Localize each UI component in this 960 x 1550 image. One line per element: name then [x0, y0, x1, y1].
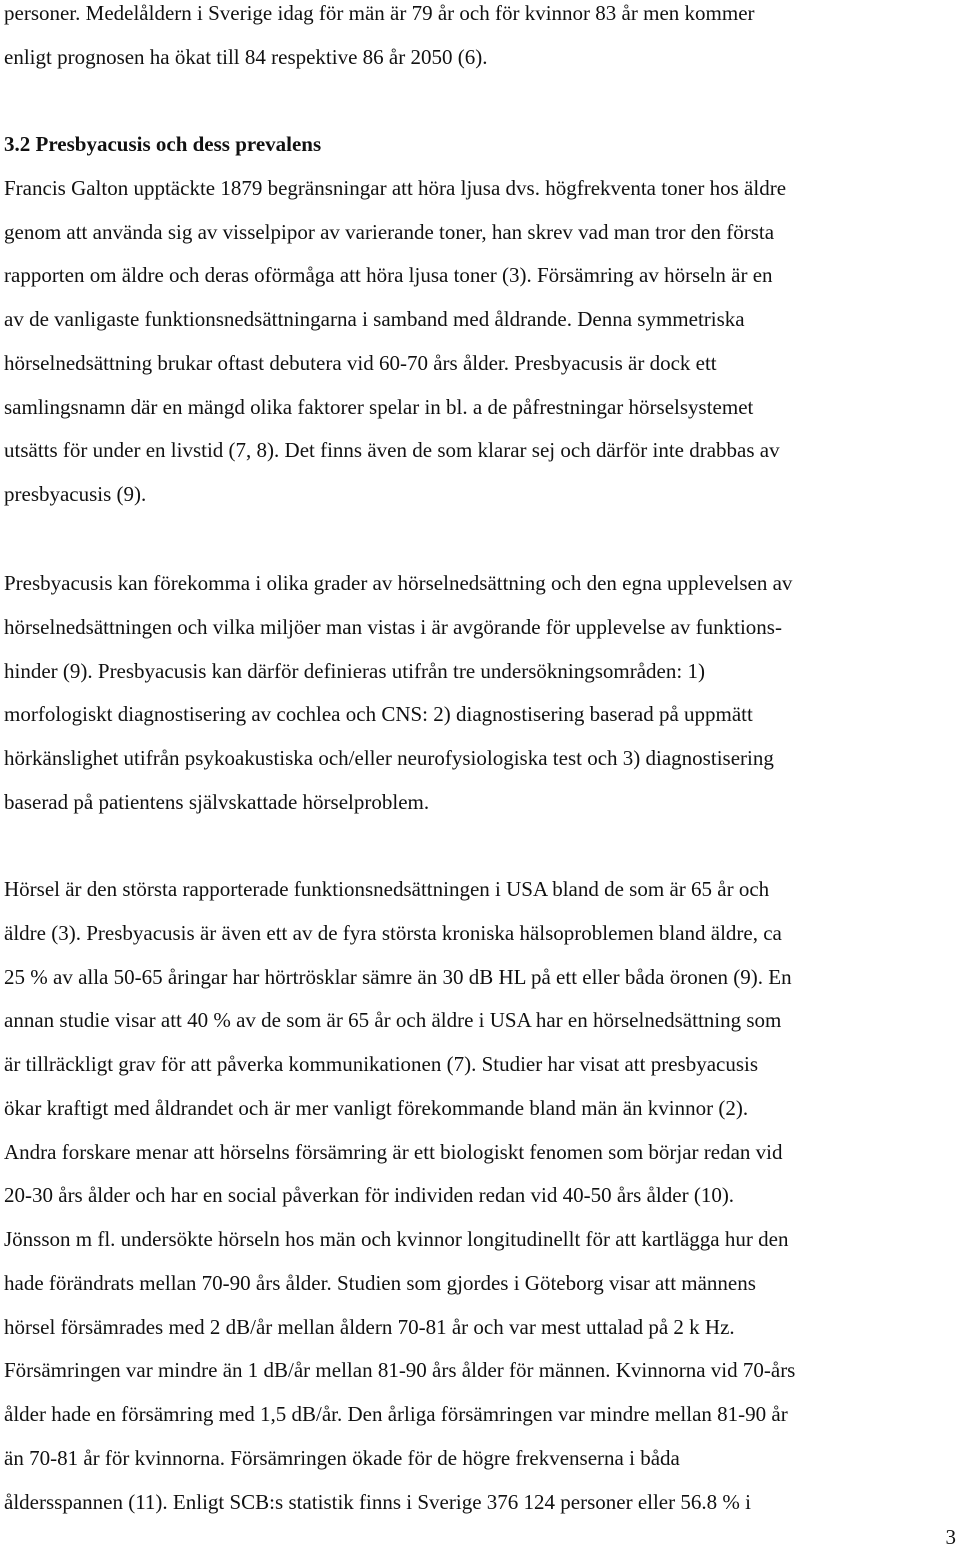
- text-line: Jönsson m fl. undersökte hörseln hos män och kvinnor longitudinellt för att kartlägga hur den: [4, 1227, 789, 1251]
- text-line: samlingsnamn där en mängd olika faktorer spelar in bl. a de påfrestningar hörselsystemet: [4, 394, 754, 419]
- text-line: är tillräckligt grav för att påverka kommunikationen (7). Studier har visat att presbyacusis: [4, 1052, 759, 1076]
- text-line: åldersspannen (11). Enligt SCB:s statistik finns i Sverige 376 124 personer eller 56.8 % i: [4, 1489, 751, 1514]
- text-line: Hörsel är den största rapporterade funktionsnedsättningen i USA bland de som är 65 år och: [4, 877, 770, 901]
- text-line: hörselnedsättningen och vilka miljöer man vistas i är avgörande för upplevelse av funktions-: [4, 614, 782, 639]
- text-line: äldre (3). Presbyacusis är även ett av de fyra största kroniska hälsoproblemen bland äldre, ca: [4, 920, 782, 945]
- intro-paragraph: [4, 0, 954, 80]
- paragraph-2: [4, 562, 954, 825]
- text-line: än 70-81 år för kvinnorna. Försämringen ökade för de högre frekvenserna i båda: [4, 1445, 680, 1470]
- text-line: ökar kraftigt med åldrandet och är mer vanligt förekommande bland män än kvinnor (2).: [4, 1095, 749, 1120]
- text-line: hörsel försämrades med 2 dB/år mellan åldern 70-81 år och var mest uttalad på 2 k Hz.: [4, 1314, 735, 1339]
- text-line: hörkänslighet utifrån psykoakustiska och/eller neurofysiologiska test och 3) diagnostisering: [4, 746, 774, 770]
- text-line: Andra forskare menar att hörselns försämring är ett biologiskt fenomen som börjar redan vid: [4, 1139, 783, 1164]
- text-line: rapporten om äldre och deras oförmåga att höra ljusa toner (3). Försämring av hörseln är en: [4, 263, 773, 288]
- text-line: genom att använda sig av visselpipor av varierande toner, han skrev vad man tror den första: [4, 219, 775, 244]
- text-line: Presbyacusis kan förekomma i olika grader av hörselnedsättning och den egna upplevelsen av: [4, 571, 793, 595]
- paragraph-3: [4, 868, 954, 1524]
- text-line: morfologiskt diagnostisering av cochlea och CNS: 2) diagnostisering baserad på uppmätt: [4, 702, 753, 727]
- text-line: ålder hade en försämring med 1,5 dB/år. Den årliga försämringen var mindre mellan 81-90 år: [4, 1402, 788, 1426]
- text-line: hinder (9). Presbyacusis kan därför definieras utifrån tre undersökningsområden: 1): [4, 658, 705, 683]
- page-number: 3: [945, 1525, 956, 1549]
- text-line: annan studie visar att 40 % av de som är 65 år och äldre i USA har en hörselnedsättning som: [4, 1008, 782, 1033]
- text-line: Försämringen var mindre än 1 dB/år mellan 81-90 års ålder för männen. Kvinnorna vid 70-års: [4, 1358, 796, 1383]
- text-line: hörselnedsättning brukar oftast debutera vid 60-70 års ålder. Presbyacusis är dock ett: [4, 350, 717, 375]
- text-line: Francis Galton upptäckte 1879 begränsningar att höra ljusa dvs. högfrekventa toner hos äldre: [4, 175, 787, 200]
- text-line: utsätts för under en livstid (7, 8). Det finns även de som klarar sej och därför inte drabbas av: [4, 438, 780, 463]
- section-heading: 3.2 Presbyacusis och dess prevalens: [4, 132, 322, 156]
- text-line: 25 % av alla 50-65 åringar har hörtrösklar sämre än 30 dB HL på ett eller båda öronen (9). En: [4, 964, 792, 989]
- text-line: presbyacusis (9).: [4, 482, 147, 506]
- text-line: 20-30 års ålder och har en social påverkan för individen redan vid 40-50 års ålder (10).: [4, 1183, 735, 1208]
- section-3-2: [4, 123, 954, 517]
- text-line: av de vanligaste funktionsnedsättningarna i samband med åldrande. Denna symmetriska: [4, 307, 745, 331]
- text-line: personer. Medelåldern i Sverige idag för män är 79 år och för kvinnor 83 år men kommer: [4, 1, 755, 25]
- text-line: baserad på patientens självskattade hörselproblem.: [4, 789, 430, 814]
- text-line: enligt prognosen ha ökat till 84 respektive 86 år 2050 (6).: [4, 44, 488, 69]
- text-line: hade förändrats mellan 70-90 års ålder. Studien som gjordes i Göteborg visar att männens: [4, 1270, 756, 1295]
